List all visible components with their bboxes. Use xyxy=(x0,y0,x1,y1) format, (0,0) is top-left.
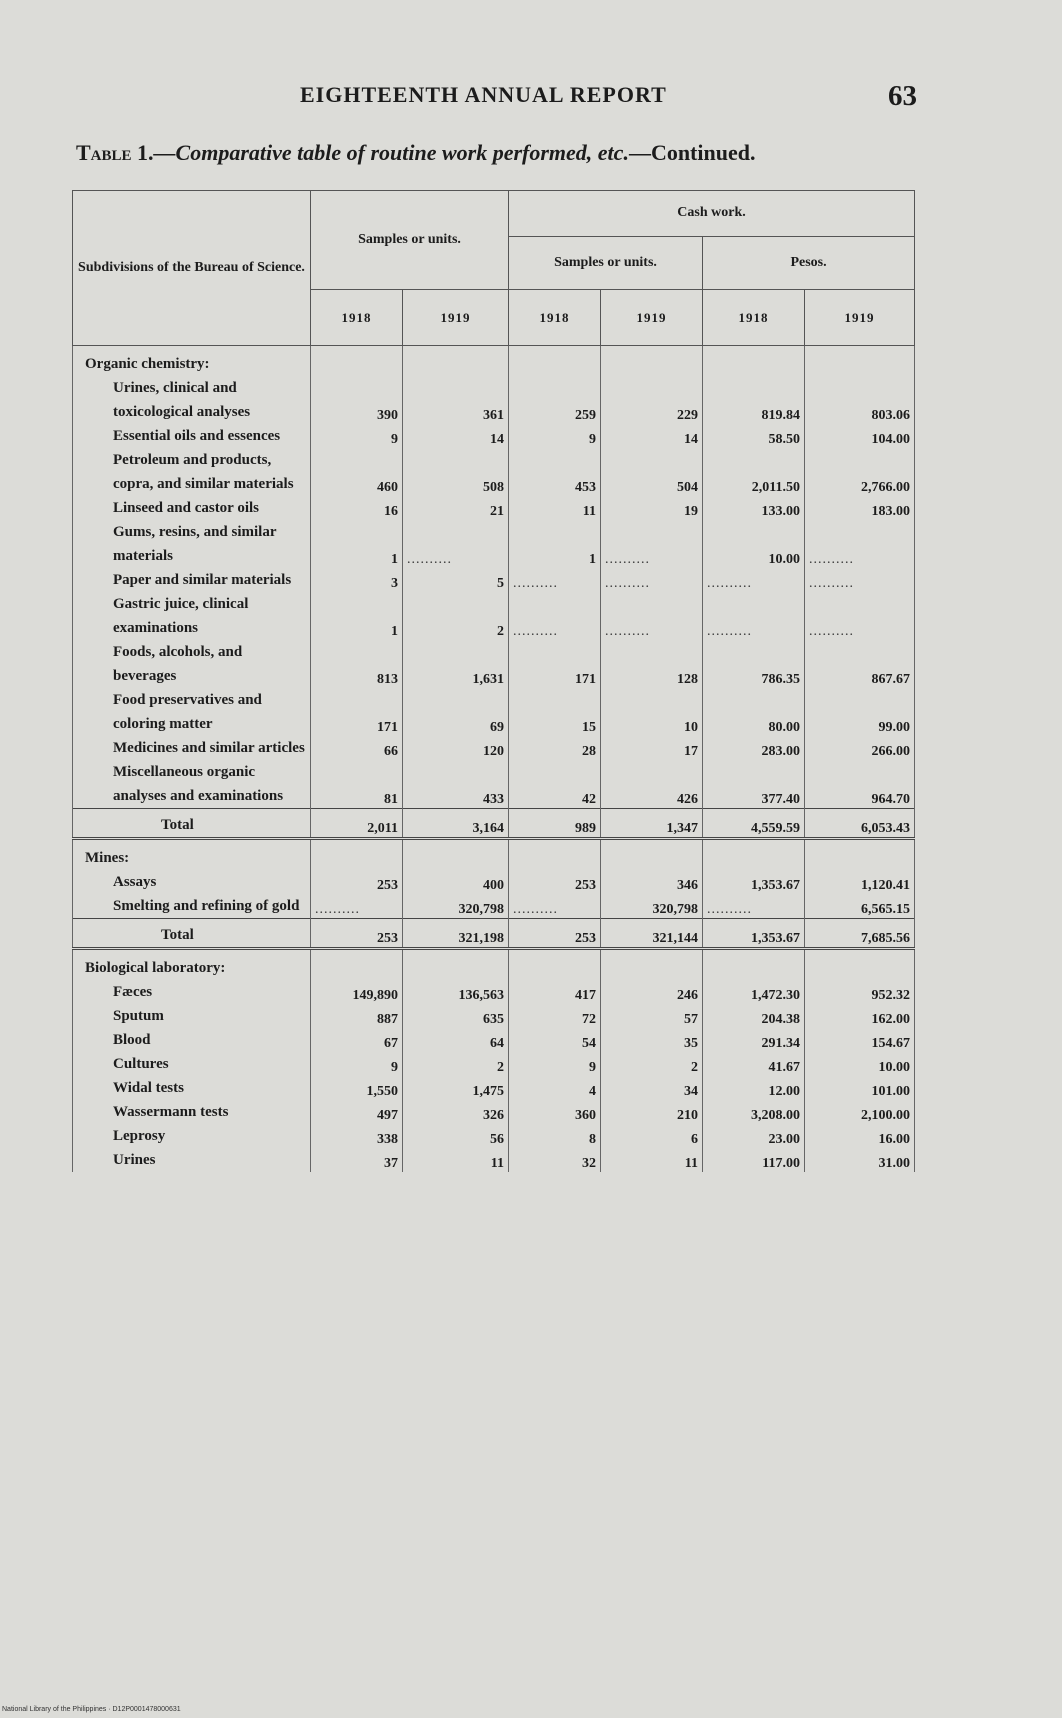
value-cell: 266.00 xyxy=(805,736,915,760)
value-cell: 867.67 xyxy=(805,640,915,688)
value-cell: 133.00 xyxy=(703,496,805,520)
value-cell: 1,353.67 xyxy=(703,870,805,894)
table-row xyxy=(73,448,915,496)
total-label: Total xyxy=(73,809,311,839)
value-cell: 171 xyxy=(509,640,601,688)
section-heading-row xyxy=(73,949,915,981)
value-cell: 41.67 xyxy=(703,1052,805,1076)
blank-entry: .......... xyxy=(703,592,805,640)
value-cell: 508 xyxy=(403,448,509,496)
value-cell: 2,011.50 xyxy=(703,448,805,496)
value-cell: 887 xyxy=(311,1004,403,1028)
value-cell: 14 xyxy=(601,424,703,448)
total-value: 1,347 xyxy=(601,809,703,839)
blank-entry: .......... xyxy=(311,894,403,919)
routine-work-table xyxy=(72,190,915,1172)
caption-text: —Comparative table of routine work performed, etc. xyxy=(153,140,629,165)
value-cell: 9 xyxy=(311,424,403,448)
empty-cell xyxy=(601,949,703,981)
value-cell: 229 xyxy=(601,376,703,424)
value-cell: 2 xyxy=(403,1052,509,1076)
value-cell: 31.00 xyxy=(805,1148,915,1172)
table-row xyxy=(73,1100,915,1124)
empty-cell xyxy=(509,839,601,871)
blank-entry: .......... xyxy=(601,520,703,568)
value-cell: 9 xyxy=(311,1052,403,1076)
value-cell: 171 xyxy=(311,688,403,736)
value-cell: 338 xyxy=(311,1124,403,1148)
table-row xyxy=(73,870,915,894)
row-label: Medicines and similar articles xyxy=(73,736,311,760)
table-caption xyxy=(76,140,936,166)
row-label: Fæces xyxy=(73,980,311,1004)
table-row xyxy=(73,496,915,520)
value-cell: 8 xyxy=(509,1124,601,1148)
value-cell: 320,798 xyxy=(403,894,509,919)
value-cell: 417 xyxy=(509,980,601,1004)
empty-cell xyxy=(703,839,805,871)
value-cell: 104.00 xyxy=(805,424,915,448)
year-header: 1918 xyxy=(703,290,805,346)
row-label: Blood xyxy=(73,1028,311,1052)
page-number: 63 xyxy=(888,80,917,112)
blank-entry: .......... xyxy=(805,592,915,640)
empty-cell xyxy=(805,346,915,377)
value-cell: 11 xyxy=(601,1148,703,1172)
blank-entry: .......... xyxy=(509,592,601,640)
total-value: 321,144 xyxy=(601,919,703,949)
row-label: Foods, alcohols, and beverages xyxy=(73,640,311,688)
value-cell: 377.40 xyxy=(703,760,805,809)
empty-cell xyxy=(311,346,403,377)
value-cell: 1,550 xyxy=(311,1076,403,1100)
value-cell: 1 xyxy=(311,520,403,568)
empty-cell xyxy=(509,949,601,981)
year-header: 1919 xyxy=(805,290,915,346)
value-cell: 9 xyxy=(509,1052,601,1076)
table-row xyxy=(73,1004,915,1028)
blank-entry: .......... xyxy=(601,592,703,640)
value-cell: 259 xyxy=(509,376,601,424)
section-title: Organic chemistry: xyxy=(73,346,311,377)
table-row xyxy=(73,520,915,568)
table-row xyxy=(73,760,915,809)
blank-entry: .......... xyxy=(703,894,805,919)
row-label: Gastric juice, clinical examinations xyxy=(73,592,311,640)
row-label: Miscellaneous organic analyses and examinations xyxy=(73,760,311,809)
total-value: 253 xyxy=(311,919,403,949)
value-cell: 81 xyxy=(311,760,403,809)
value-cell: 101.00 xyxy=(805,1076,915,1100)
empty-cell xyxy=(311,949,403,981)
value-cell: 320,798 xyxy=(601,894,703,919)
table-row xyxy=(73,568,915,592)
section-title: Biological laboratory: xyxy=(73,949,311,981)
value-cell: 1 xyxy=(509,520,601,568)
blank-entry: .......... xyxy=(509,894,601,919)
value-cell: 23.00 xyxy=(703,1124,805,1148)
value-cell: 15 xyxy=(509,688,601,736)
row-label: Wassermann tests xyxy=(73,1100,311,1124)
table-row xyxy=(73,592,915,640)
value-cell: 210 xyxy=(601,1100,703,1124)
value-cell: 1 xyxy=(311,592,403,640)
value-cell: 433 xyxy=(403,760,509,809)
row-label: Urines xyxy=(73,1148,311,1172)
value-cell: 183.00 xyxy=(805,496,915,520)
value-cell: 497 xyxy=(311,1100,403,1124)
total-value: 6,053.43 xyxy=(805,809,915,839)
table-body xyxy=(73,346,915,1173)
value-cell: 819.84 xyxy=(703,376,805,424)
value-cell: 54 xyxy=(509,1028,601,1052)
table-row xyxy=(73,688,915,736)
blank-entry: .......... xyxy=(509,568,601,592)
row-label: Petroleum and products, copra, and similar materials xyxy=(73,448,311,496)
value-cell: 3 xyxy=(311,568,403,592)
value-cell: 128 xyxy=(601,640,703,688)
value-cell: 58.50 xyxy=(703,424,805,448)
section-title: Mines: xyxy=(73,839,311,871)
value-cell: 69 xyxy=(403,688,509,736)
value-cell: 117.00 xyxy=(703,1148,805,1172)
total-value: 2,011 xyxy=(311,809,403,839)
value-cell: 136,563 xyxy=(403,980,509,1004)
table-row xyxy=(73,376,915,424)
col-header-pesos: Pesos. xyxy=(703,236,915,290)
value-cell: 204.38 xyxy=(703,1004,805,1028)
value-cell: 635 xyxy=(403,1004,509,1028)
empty-cell xyxy=(805,949,915,981)
value-cell: 326 xyxy=(403,1100,509,1124)
total-row xyxy=(73,919,915,949)
value-cell: 1,472.30 xyxy=(703,980,805,1004)
table-row xyxy=(73,1148,915,1172)
value-cell: 346 xyxy=(601,870,703,894)
total-value: 989 xyxy=(509,809,601,839)
table-row xyxy=(73,1124,915,1148)
value-cell: 1,475 xyxy=(403,1076,509,1100)
caption-label: Table 1. xyxy=(76,140,154,165)
value-cell: 426 xyxy=(601,760,703,809)
value-cell: 291.34 xyxy=(703,1028,805,1052)
row-label: Cultures xyxy=(73,1052,311,1076)
value-cell: 154.67 xyxy=(805,1028,915,1052)
empty-cell xyxy=(311,839,403,871)
value-cell: 504 xyxy=(601,448,703,496)
value-cell: 28 xyxy=(509,736,601,760)
row-label: Urines, clinical and toxicological analyses xyxy=(73,376,311,424)
value-cell: 14 xyxy=(403,424,509,448)
value-cell: 80.00 xyxy=(703,688,805,736)
value-cell: 2,766.00 xyxy=(805,448,915,496)
value-cell: 1,631 xyxy=(403,640,509,688)
total-value: 7,685.56 xyxy=(805,919,915,949)
blank-entry: .......... xyxy=(703,568,805,592)
empty-cell xyxy=(403,346,509,377)
value-cell: 360 xyxy=(509,1100,601,1124)
value-cell: 35 xyxy=(601,1028,703,1052)
total-value: 321,198 xyxy=(403,919,509,949)
value-cell: 64 xyxy=(403,1028,509,1052)
empty-cell xyxy=(403,949,509,981)
value-cell: 149,890 xyxy=(311,980,403,1004)
table-row xyxy=(73,1076,915,1100)
blank-entry: .......... xyxy=(805,520,915,568)
row-label: Linseed and castor oils xyxy=(73,496,311,520)
section-heading-row xyxy=(73,839,915,871)
row-label: Smelting and refining of gold xyxy=(73,894,311,919)
value-cell: 66 xyxy=(311,736,403,760)
row-label: Gums, resins, and similar materials xyxy=(73,520,311,568)
value-cell: 4 xyxy=(509,1076,601,1100)
value-cell: 803.06 xyxy=(805,376,915,424)
value-cell: 253 xyxy=(509,870,601,894)
value-cell: 246 xyxy=(601,980,703,1004)
value-cell: 19 xyxy=(601,496,703,520)
table-row xyxy=(73,1028,915,1052)
value-cell: 460 xyxy=(311,448,403,496)
row-label: Widal tests xyxy=(73,1076,311,1100)
value-cell: 99.00 xyxy=(805,688,915,736)
value-cell: 1,120.41 xyxy=(805,870,915,894)
value-cell: 952.32 xyxy=(805,980,915,1004)
year-header: 1919 xyxy=(601,290,703,346)
total-label: Total xyxy=(73,919,311,949)
section-heading-row xyxy=(73,346,915,377)
page-header xyxy=(0,78,1062,118)
empty-cell xyxy=(509,346,601,377)
total-value: 4,559.59 xyxy=(703,809,805,839)
value-cell: 72 xyxy=(509,1004,601,1028)
total-row xyxy=(73,809,915,839)
value-cell: 120 xyxy=(403,736,509,760)
value-cell: 3,208.00 xyxy=(703,1100,805,1124)
value-cell: 964.70 xyxy=(805,760,915,809)
report-table-wrapper xyxy=(72,190,914,1172)
col-header-cash-samples: Samples or units. xyxy=(509,236,703,290)
blank-entry: .......... xyxy=(805,568,915,592)
row-label: Essential oils and essences xyxy=(73,424,311,448)
running-head: EIGHTEENTH ANNUAL REPORT xyxy=(300,82,667,107)
col-header-samples: Samples or units. xyxy=(311,191,509,290)
blank-entry: .......... xyxy=(601,568,703,592)
table-row xyxy=(73,736,915,760)
value-cell: 12.00 xyxy=(703,1076,805,1100)
empty-cell xyxy=(805,839,915,871)
value-cell: 10.00 xyxy=(805,1052,915,1076)
total-value: 1,353.67 xyxy=(703,919,805,949)
year-header: 1918 xyxy=(509,290,601,346)
total-value: 3,164 xyxy=(403,809,509,839)
value-cell: 361 xyxy=(403,376,509,424)
value-cell: 6 xyxy=(601,1124,703,1148)
value-cell: 253 xyxy=(311,870,403,894)
table-row xyxy=(73,980,915,1004)
table-row xyxy=(73,640,915,688)
value-cell: 56 xyxy=(403,1124,509,1148)
value-cell: 400 xyxy=(403,870,509,894)
value-cell: 2 xyxy=(403,592,509,640)
blank-entry: .......... xyxy=(403,520,509,568)
value-cell: 57 xyxy=(601,1004,703,1028)
value-cell: 2,100.00 xyxy=(805,1100,915,1124)
value-cell: 453 xyxy=(509,448,601,496)
caption-suffix: —Continued. xyxy=(628,140,756,165)
empty-cell xyxy=(601,346,703,377)
value-cell: 283.00 xyxy=(703,736,805,760)
value-cell: 6,565.15 xyxy=(805,894,915,919)
value-cell: 390 xyxy=(311,376,403,424)
value-cell: 16 xyxy=(311,496,403,520)
value-cell: 813 xyxy=(311,640,403,688)
value-cell: 10.00 xyxy=(703,520,805,568)
empty-cell xyxy=(703,346,805,377)
value-cell: 786.35 xyxy=(703,640,805,688)
empty-cell xyxy=(403,839,509,871)
value-cell: 16.00 xyxy=(805,1124,915,1148)
value-cell: 37 xyxy=(311,1148,403,1172)
value-cell: 32 xyxy=(509,1148,601,1172)
row-label: Leprosy xyxy=(73,1124,311,1148)
value-cell: 34 xyxy=(601,1076,703,1100)
year-header: 1919 xyxy=(403,290,509,346)
col-header-cash-work: Cash work. xyxy=(509,191,915,237)
library-credit: National Library of the Philippines · D12P0001478000631 xyxy=(2,1706,181,1713)
value-cell: 10 xyxy=(601,688,703,736)
value-cell: 5 xyxy=(403,568,509,592)
empty-cell xyxy=(601,839,703,871)
value-cell: 2 xyxy=(601,1052,703,1076)
table-row xyxy=(73,424,915,448)
row-label: Food preservatives and coloring matter xyxy=(73,688,311,736)
value-cell: 162.00 xyxy=(805,1004,915,1028)
value-cell: 9 xyxy=(509,424,601,448)
empty-cell xyxy=(703,949,805,981)
year-header: 1918 xyxy=(311,290,403,346)
value-cell: 21 xyxy=(403,496,509,520)
value-cell: 42 xyxy=(509,760,601,809)
col-header-subdivisions: Subdivisions of the Bureau of Science. xyxy=(73,191,311,346)
value-cell: 11 xyxy=(403,1148,509,1172)
table-row xyxy=(73,894,915,919)
value-cell: 17 xyxy=(601,736,703,760)
row-label: Paper and similar materials xyxy=(73,568,311,592)
row-label: Sputum xyxy=(73,1004,311,1028)
row-label: Assays xyxy=(73,870,311,894)
value-cell: 67 xyxy=(311,1028,403,1052)
value-cell: 11 xyxy=(509,496,601,520)
total-value: 253 xyxy=(509,919,601,949)
table-row xyxy=(73,1052,915,1076)
